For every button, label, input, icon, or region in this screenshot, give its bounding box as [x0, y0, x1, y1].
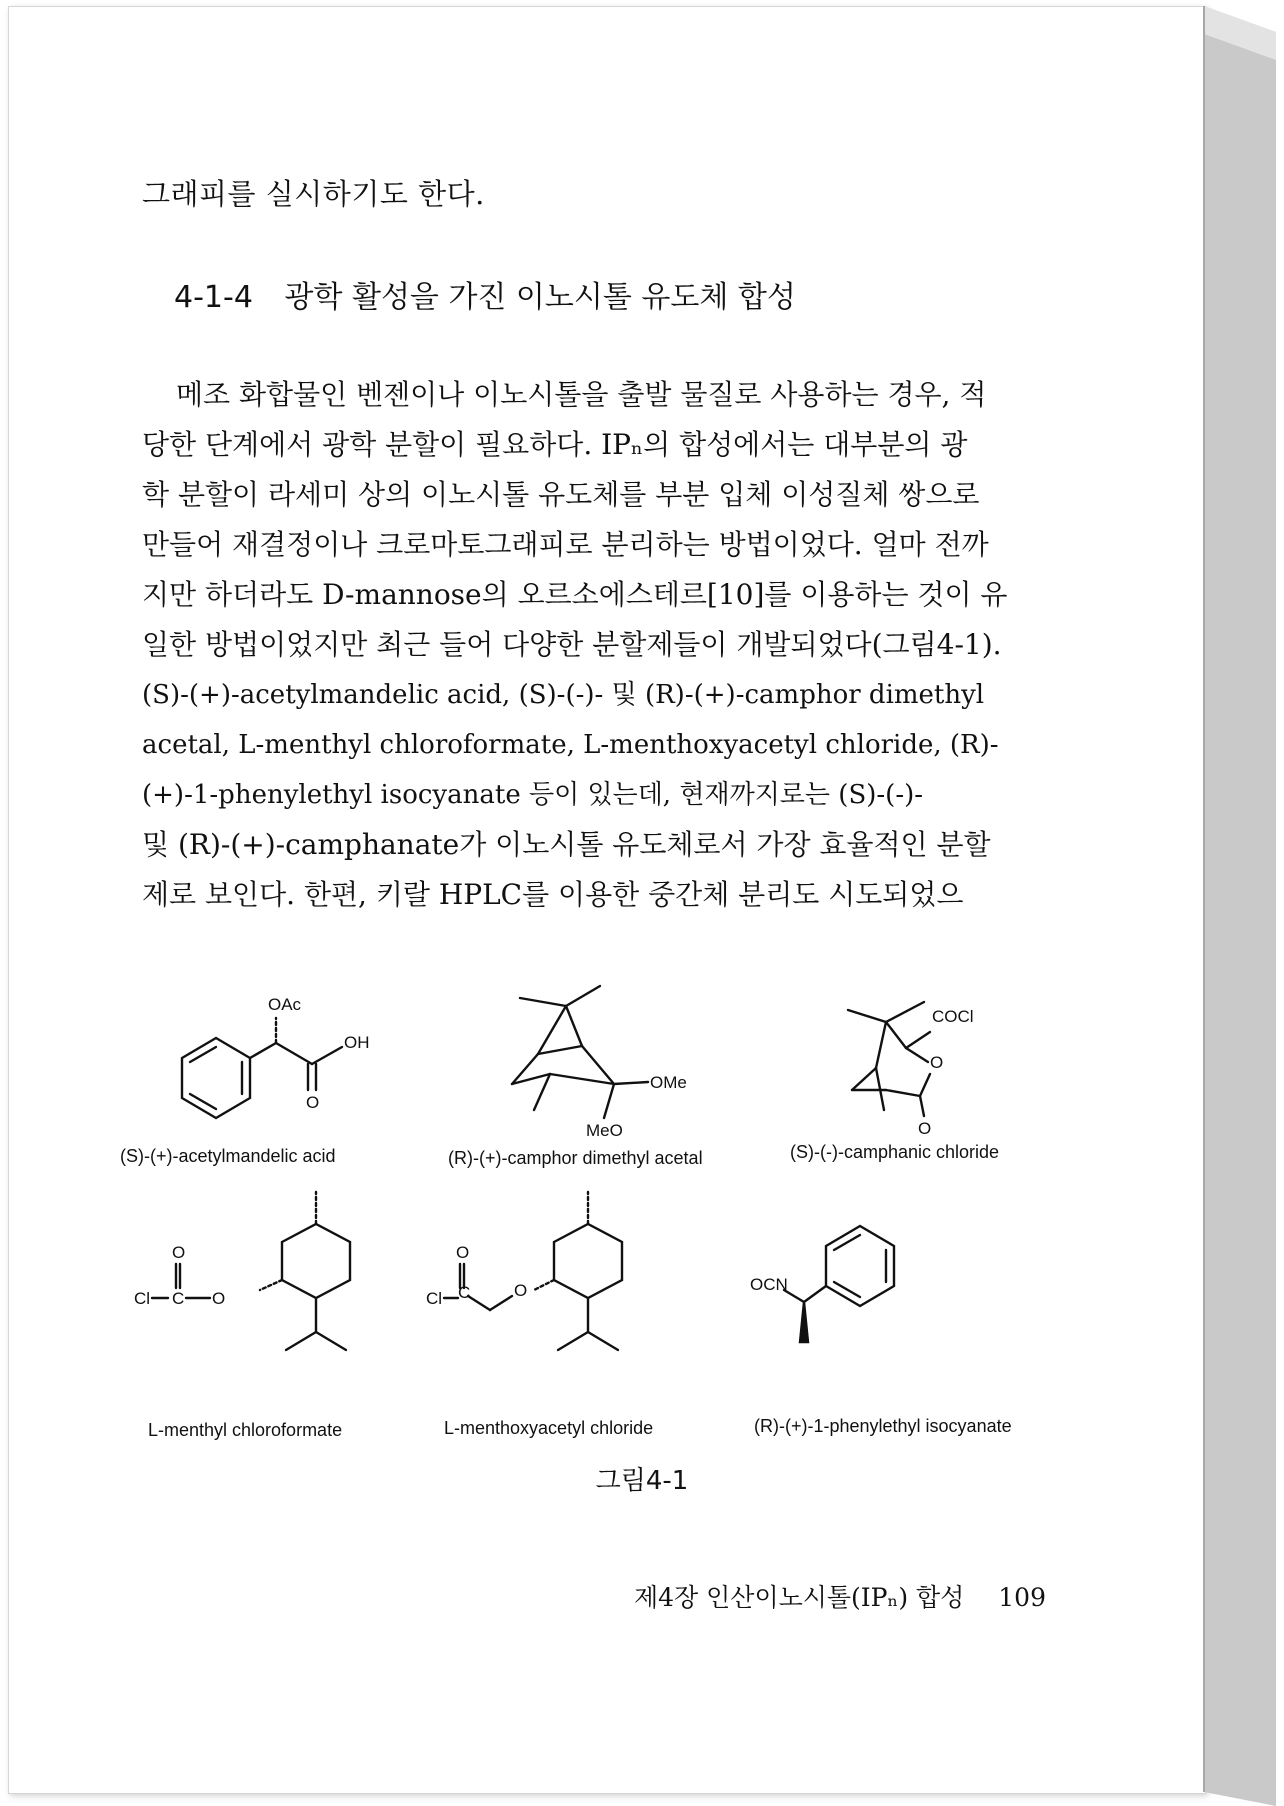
group-label: OAc	[268, 995, 302, 1014]
group-label: OMe	[650, 1073, 687, 1092]
compound-name: (S)-(-)-camphanic chloride	[790, 1142, 1000, 1162]
compound-name: (R)-(+)-1-phenylethyl isocyanate	[754, 1416, 1012, 1436]
group-label: COCl	[932, 1007, 974, 1026]
chapter-title: 제4장 인산이노시톨(IPₙ) 합성	[634, 1583, 965, 1612]
section-title: 광학 활성을 가진 이노시톨 유도체 합성	[284, 280, 796, 315]
body-paragraph	[142, 370, 1034, 920]
page-number: 109	[998, 1583, 1046, 1612]
compound-name: (R)-(+)-camphor dimethyl acetal	[448, 1148, 703, 1168]
paragraph-line: 메조 화합물인 벤젠이나 이노시톨을 출발 물질로 사용하는 경우, 적	[176, 378, 987, 411]
structure-camphanic-chloride	[848, 1002, 930, 1116]
group-label: OH	[344, 1033, 370, 1052]
paragraph-line: 제로 보인다. 한편, 키랄 HPLC를 이용한 중간체 분리도 시도되었으	[142, 878, 964, 911]
paragraph-line: 학 분할이 라세미 상의 이노시톨 유도체를 부분 입체 이성질체 쌍으로	[142, 478, 980, 511]
group-label: O	[306, 1093, 320, 1112]
intro-line: 그래피를 실시하기도 한다.	[142, 177, 485, 211]
figure-caption: 그림4-1	[595, 1466, 689, 1496]
page-footer	[634, 1578, 1046, 1614]
structure-camphor-dimethyl-acetal	[512, 986, 648, 1118]
group-label: O	[930, 1053, 944, 1072]
group-label: C	[458, 1283, 471, 1302]
group-label: MeO	[586, 1121, 623, 1140]
paragraph-line: 일한 방법이었지만 최근 들어 다양한 분할제들이 개발되었다(그림4-1).	[142, 628, 1002, 661]
group-label: O	[514, 1281, 528, 1300]
paragraph-line: 당한 단계에서 광학 분할이 필요하다. IPₙ의 합성에서는 대부분의 광	[142, 428, 968, 461]
group-label: O	[172, 1243, 186, 1262]
section-heading	[174, 272, 796, 316]
group-label: O	[918, 1119, 932, 1138]
compound-name: L-menthoxyacetyl chloride	[444, 1418, 654, 1438]
section-number: 4-1-4	[174, 280, 253, 315]
paragraph-line: (S)-(+)-acetylmandelic acid, (S)-(-)- 및 (R)-(+)-camphor dimethyl	[142, 680, 985, 710]
group-label: Cl	[426, 1289, 443, 1308]
structure-menthoxyacetyl-chloride	[444, 1192, 622, 1350]
group-label: OCN	[750, 1275, 788, 1294]
structure-menthyl-chloroformate	[152, 1192, 350, 1350]
paragraph-line: (+)-1-phenylethyl isocyanate 등이 있는데, 현재까지로는 (S)-(-)-	[142, 780, 924, 810]
paragraph-line: 지만 하더라도 D-mannose의 오르소에스테르[10]를 이용하는 것이 유	[142, 578, 1008, 611]
figure-4-1	[120, 950, 1060, 1500]
structure-phenylethyl-isocyanate	[784, 1226, 894, 1342]
group-label: Cl	[134, 1289, 151, 1308]
compound-name: L-menthyl chloroformate	[148, 1420, 343, 1440]
paragraph-line: 만들어 재결정이나 크로마토그래피로 분리하는 방법이었다. 얼마 전까	[142, 528, 989, 561]
group-label: O	[212, 1289, 226, 1308]
group-label: C	[172, 1289, 185, 1308]
structures-figure	[120, 950, 1060, 1450]
paragraph-line: acetal, L-menthyl chloroformate, L-menthoxyacetyl chloride, (R)-	[142, 730, 999, 760]
compound-name: (S)-(+)-acetylmandelic acid	[120, 1146, 336, 1166]
group-label: O	[456, 1243, 470, 1262]
paragraph-line: 및 (R)-(+)-camphanate가 이노시톨 유도체로서 가장 효율적인 분할	[142, 828, 991, 861]
